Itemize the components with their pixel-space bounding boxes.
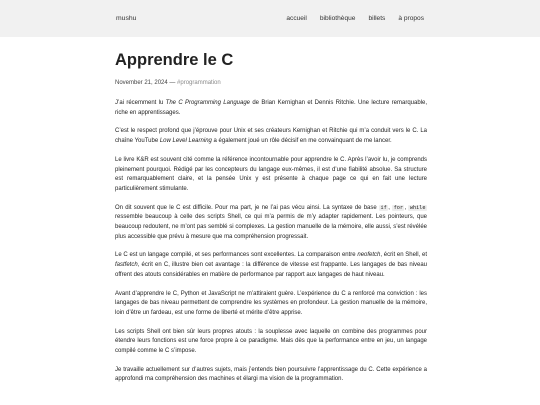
text: On dit souvent que le C est difficile. Pour ma part, je ne l’ai pas vécu ainsi. La syntaxe de base <box>115 204 379 211</box>
post-tag-link[interactable]: #programmation <box>177 80 221 86</box>
program-name: neofetch <box>357 252 381 259</box>
channel-name: Low Level Learning <box>159 138 212 145</box>
paragraph-1 <box>115 99 427 118</box>
program-name: fastfetch <box>115 262 138 269</box>
nav-link-billets[interactable]: billets <box>368 15 386 22</box>
text: , <box>388 204 393 211</box>
text: , écrit en C, illustre bien cet avantage : la différence de vitesse est frappante. Les langages de bas niveau offrent des atouts considérables en matière de performance par rapport aux langages de haut niveau. <box>115 262 427 278</box>
paragraph-5 <box>115 251 427 280</box>
paragraph-3: Le livre K&R est souvent cité comme la référence incontournable pour apprendre le C. Après l’avoir lu, je comprends pleinement pourquoi. Rédigé par les concepteurs du langage eux-mêmes, il est d’une fiabilité absolue. Sa structure est remarquablement claire, et la pensée Unix y est présente à chaque page ce qui en fait une lecture particulièrement stimulante. <box>115 156 427 192</box>
inline-code: for <box>393 204 403 211</box>
paragraph-4 <box>115 204 427 243</box>
text: Le C est un langage compilé, et ses performances sont excellentes. La comparaison entre <box>115 252 358 259</box>
site-brand-link[interactable]: mushu <box>116 15 137 22</box>
text: , écrit en Shell, et <box>380 252 428 259</box>
text: C’est le respect profond que j’éprouve pour Unix et ses créateurs Kernighan et Ritchie qui m’a conduit vers le C. La chaîne YouTube <box>115 128 427 145</box>
paragraph-6: Avant d’apprendre le C, Python et JavaScript ne m’attiraient guère. L’expérience du C a renforcé ma conviction : les langages de bas niveau permettent de comprendre les systèmes en profondeur. La gestion manuelle de la mémoire, loin d’être un fardeau, est une forme de liberté et mérite d’être apprise. <box>115 290 427 316</box>
page-title: Apprendre le C <box>115 51 234 69</box>
top-bar <box>0 0 540 37</box>
post-meta <box>115 79 427 87</box>
main-nav <box>286 15 424 22</box>
nav-link-accueil[interactable]: accueil <box>286 15 307 22</box>
post-date: November 21, 2024 <box>115 80 168 86</box>
article <box>115 37 427 385</box>
text: de Brian Kernighan et Dennis Ritchie. Une lecture remarquable, riche en apprentissages. <box>115 100 428 116</box>
nav-link-a-propos[interactable]: à propos <box>398 15 424 22</box>
meta-separator: — <box>167 80 178 86</box>
text: , <box>404 204 409 211</box>
inline-code: if <box>380 204 387 211</box>
nav-link-bibliotheque[interactable]: bibliothèque <box>319 15 356 22</box>
book-title: The C Programming Language <box>165 100 251 106</box>
paragraph-2 <box>115 127 427 146</box>
text: a également joué un rôle décisif en me convainquant de me lancer. <box>211 138 392 145</box>
paragraph-8: Je travaille actuellement sur d’autres sujets, mais j’entends bien poursuivre l’apprentissage du C. Cette expérience a approfondi ma compréhension des machines et élargi ma vision de la programmation. <box>115 366 427 383</box>
inline-code: while <box>409 204 426 211</box>
paragraph-7: Les scripts Shell ont bien sûr leurs propres atouts : la souplesse avec laquelle on combine des programmes pour étendre leurs fonctions est une force propre à ce paradigme. Mais dès que la performance entre en jeu, un langage compilé comme le C s’impose. <box>115 328 427 355</box>
text: J’ai récemment lu <box>115 100 166 106</box>
text: ressemble beaucoup à celle des scripts Shell, ce qui m’a permis de m’y adapter rapidement. Les pointeurs, que beaucoup redoutent, ne m’ont pas semblé si complexes. La gestion manuelle de la mémoire, elle aussi, s’est révélée plus accessible que prévu à mesure que ma compréhension progressait. <box>115 214 427 240</box>
